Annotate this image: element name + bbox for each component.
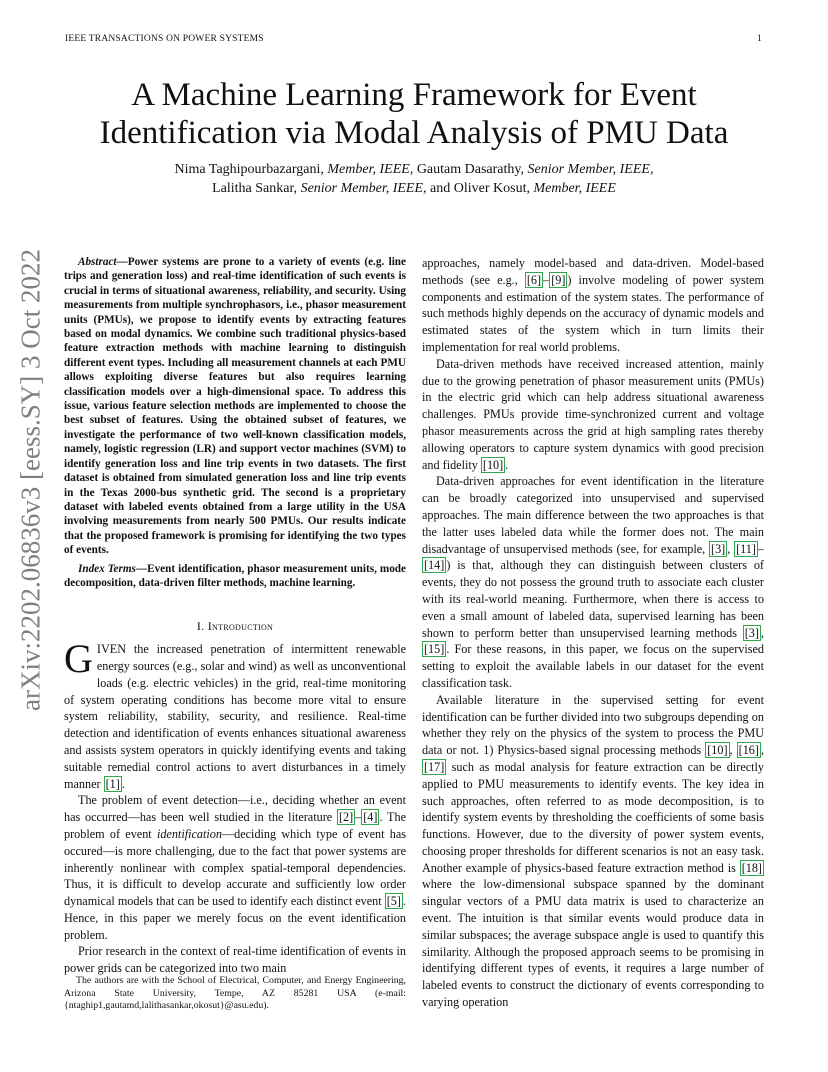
section-title: Introduction [207, 619, 274, 634]
journal-header: IEEE TRANSACTIONS ON POWER SYSTEMS [65, 34, 264, 44]
paragraph-text: The problem of event detection—i.e., deciding whether an event has occurred—has been well studied in the literature [64, 793, 406, 825]
paragraph-text: – [543, 272, 550, 287]
title-line-2: Identification via Modal Analysis of PMU Data [99, 115, 729, 151]
citation-link[interactable]: [4] [363, 810, 378, 825]
citation-link[interactable]: [14] [424, 558, 445, 573]
paragraph-text: , [729, 743, 733, 758]
footnote-text [64, 975, 406, 1013]
paragraph-text: Available literature in the supervised setting for event identification can be further divided into two subgroups depending on whether they rely on the physics of the system to process the PMU data or not. 1) Physics-based signal processing methods [422, 692, 764, 758]
title-line-1: A Machine Learning Framework for Event [131, 77, 697, 113]
citation-link[interactable]: [9] [551, 272, 566, 287]
citation-link[interactable]: [2] [338, 810, 354, 825]
abstract-text: —Power systems are prone to a variety of events (e.g. line trips and generation loss) and real-time identification of such events is crucial in terms of situational awareness, reliability, and security. Using measurements from multiple synchrophasors, i.e., phasor measurement units (PMUs), we propose to identify events by extracting features based on modal dynamics. We combine such traditional physics-based feature extraction methods with machine learning to distinguish different event types. Including all measurement channels at each PMU allows exploiting diverse features but also requires learning classification models over a high-dimensional space. To address this issue, various feature selection methods are implemented to choose the best subset of features. Using the obtained subset of features, we investigate the performance of two well-known classification models, namely, logistic regression (LR) and support vector machines (SVM) to identify generation loss and line trip events in two datasets. The first dataset is obtained from simulated generation loss and line trip events in the Texas 2000-bus synthetic grid. The second is a proprietary dataset with labeled events obtained from a large utility in the USA involving measurements from nearly 500 PMUs. Our results indicate that the proposed framework is promising for identifying the two types of events. [64, 256, 406, 557]
author-name: Lalitha Sankar, [212, 181, 298, 196]
citation-link[interactable]: [16] [738, 743, 759, 758]
abstract [64, 255, 406, 558]
intro-paragraph-5 [422, 473, 764, 691]
paragraph-text: . The problem of event [64, 810, 407, 841]
intro-paragraph-4 [422, 356, 764, 474]
citation-link[interactable]: [3] [744, 625, 759, 640]
paragraph-text: Data-driven methods have received increased attention, mainly due to the growing penetration of phasor measurement units (PMUs) in the electric grid which can help address situational awareness challenges. PMUs provide time-synchronized current and voltage phasor measurements across the grid at high sampling rates thereby allowing operators to capture system dynamics with good precision and fidelity [422, 356, 764, 472]
intro-paragraph-3-continued [422, 255, 764, 356]
paragraph-text: approaches, namely model-based and data-driven. Model-based methods (see e.g., [422, 256, 764, 287]
footnote-affiliation: The authors are with the School of Electrical, Computer, and Energy Engineering, Arizona State University, Tempe, AZ 85281 USA (e-mail: [64, 975, 406, 999]
paragraph-text: – [757, 541, 765, 556]
paragraph-text: , [760, 743, 765, 758]
section-heading-introduction [64, 618, 406, 635]
author-role: Member, IEEE, [327, 162, 414, 177]
author-name: Nima Taghipourbazargani, [174, 162, 324, 177]
citation-link[interactable]: [5] [386, 894, 401, 909]
citation-link[interactable]: [15] [424, 642, 445, 657]
author-role: Senior Member, IEEE, [527, 162, 654, 177]
right-column [422, 255, 764, 1011]
paragraph-text: where the low-dimensional subspace spanned by the dominant singular vectors of a PMU data matrix is used to characterize an event. The intuition is that similar events would produce data in similar subspaces; the average subspace angle is used to quantify this similarity. Although the proposed approach seems to be promising in identifying different types of events, it requires a large number of labeled events to construct the dictionary of events corresponding to varying operation [422, 877, 764, 1010]
paragraph-text: Data-driven approaches for event identification in the literature can be broadly categorized into unsupervised and supervised approaches. The main difference between the two approaches is that the latter uses labeled data while the former does not. The main disadvantage of unsupervised methods (see, for example, [422, 474, 764, 556]
paragraph-text: . [505, 457, 509, 472]
author-affiliation-footnote [64, 975, 406, 1013]
author-role: Member, IEEE [533, 181, 616, 196]
citation-link[interactable]: [10] [707, 743, 728, 758]
arxiv-identifier [6, 249, 56, 711]
author-line-2 [60, 179, 768, 198]
citation-link[interactable]: [17] [424, 759, 445, 774]
author-name: Oliver Kosut, [453, 181, 530, 196]
paragraph-text: —deciding which type of event has occured—is more challenging, due to the fact that power systems are inherently nonlinear with complex spatial-temporal dependencies. Thus, it is difficult to develop accurate and sufficiently low order dynamical models that can be used to identify each distinct event [64, 826, 406, 909]
intro-paragraph-6 [422, 692, 764, 1011]
citation-link[interactable]: [1] [105, 776, 120, 791]
footnote-emails: {ntaghip1,gautamd,lalithasankar,okosut}@asu.edu). [64, 1000, 269, 1012]
paragraph-text: IVEN the increased penetration of intermittent renewable energy sources (e.g., solar and wind) as well as unconventional loads (e.g. electric vehicles) in the grid, real-time monitoring of system operating conditions has become more vital to ensure system reliability, stability, security, and resilience. Real-time detection and identification of events enhances situational awareness and assists system operators in quickly identifying events and taking suitable remedial control actions to avert disturbances in a timely manner [64, 642, 406, 791]
left-column [64, 255, 406, 977]
author-list [60, 160, 768, 198]
emphasis-text: identification [156, 826, 222, 841]
citation-link[interactable]: [10] [482, 457, 504, 472]
paper-title [60, 76, 768, 152]
citation-link[interactable]: [11] [736, 541, 756, 556]
citation-link[interactable]: [3] [711, 541, 726, 556]
index-terms-text: —Event identification, phasor measurement units, mode decomposition, data-driven filter methods, machine learning. [64, 562, 406, 589]
index-terms-label: Index Terms [78, 562, 136, 575]
page-number: 1 [757, 34, 762, 44]
arxiv-identifier-text: arXiv:2202.06836v3 [eess.SY] 3 Oct 2022 [15, 249, 46, 711]
paragraph-text: – [355, 810, 362, 825]
paragraph-text: such as modal analysis for feature extraction can be directly applied to PMU measurements to identify events. The key idea in such approaches, often referred to as mode decomposition, is to identify system events by thresholding the coefficients of some basis functions. However, due to the diversity of power system events, choosing proper thresholds for different scenarios is not an easy task. Another example of physics-based feature extraction method is [422, 759, 765, 875]
index-terms [64, 562, 406, 591]
section-numeral: I. [196, 619, 205, 634]
paragraph-text: , [727, 541, 731, 556]
intro-paragraph-3: Prior research in the context of real-time identification of events in power grids can be categorized into two main [64, 944, 406, 976]
drop-cap: G [64, 636, 93, 682]
paragraph-text: , [760, 625, 765, 640]
paragraph-text: ) involve modeling of power system components and estimation of the system states. The performance of such methods highly depends on the accuracy of dynamic models and estimated states of the system which in turn limits their implementation for real world problems. [422, 272, 765, 354]
abstract-label: Abstract [78, 256, 117, 268]
author-role: Senior Member, IEEE, [300, 181, 427, 196]
citation-link[interactable]: [6] [526, 272, 542, 287]
intro-paragraph-2 [64, 792, 406, 943]
paragraph-text: . For these reasons, in this paper, we focus on the supervised setting to exploit the available labels in our dataset for the event classification task. [422, 642, 764, 690]
citation-link[interactable]: [18] [741, 860, 762, 875]
author-line-1 [60, 160, 768, 179]
paragraph-text: ) is that, although they can distinguish between clusters of events, they do not possess the ground truth to associate each cluster with its real-world meaning. Furthermore, when there is access to even a small amount of labeled data, supervised learning has been shown to perform better than unsupervised learning methods [422, 558, 764, 640]
paragraph-text: . [121, 776, 125, 791]
paragraph-text: . Hence, in this paper we merely focus on the event identification problem. [64, 894, 407, 942]
intro-paragraph-1 [64, 636, 406, 792]
author-conjunction: and [430, 181, 451, 196]
author-name: Gautam Dasarathy, [416, 162, 524, 177]
